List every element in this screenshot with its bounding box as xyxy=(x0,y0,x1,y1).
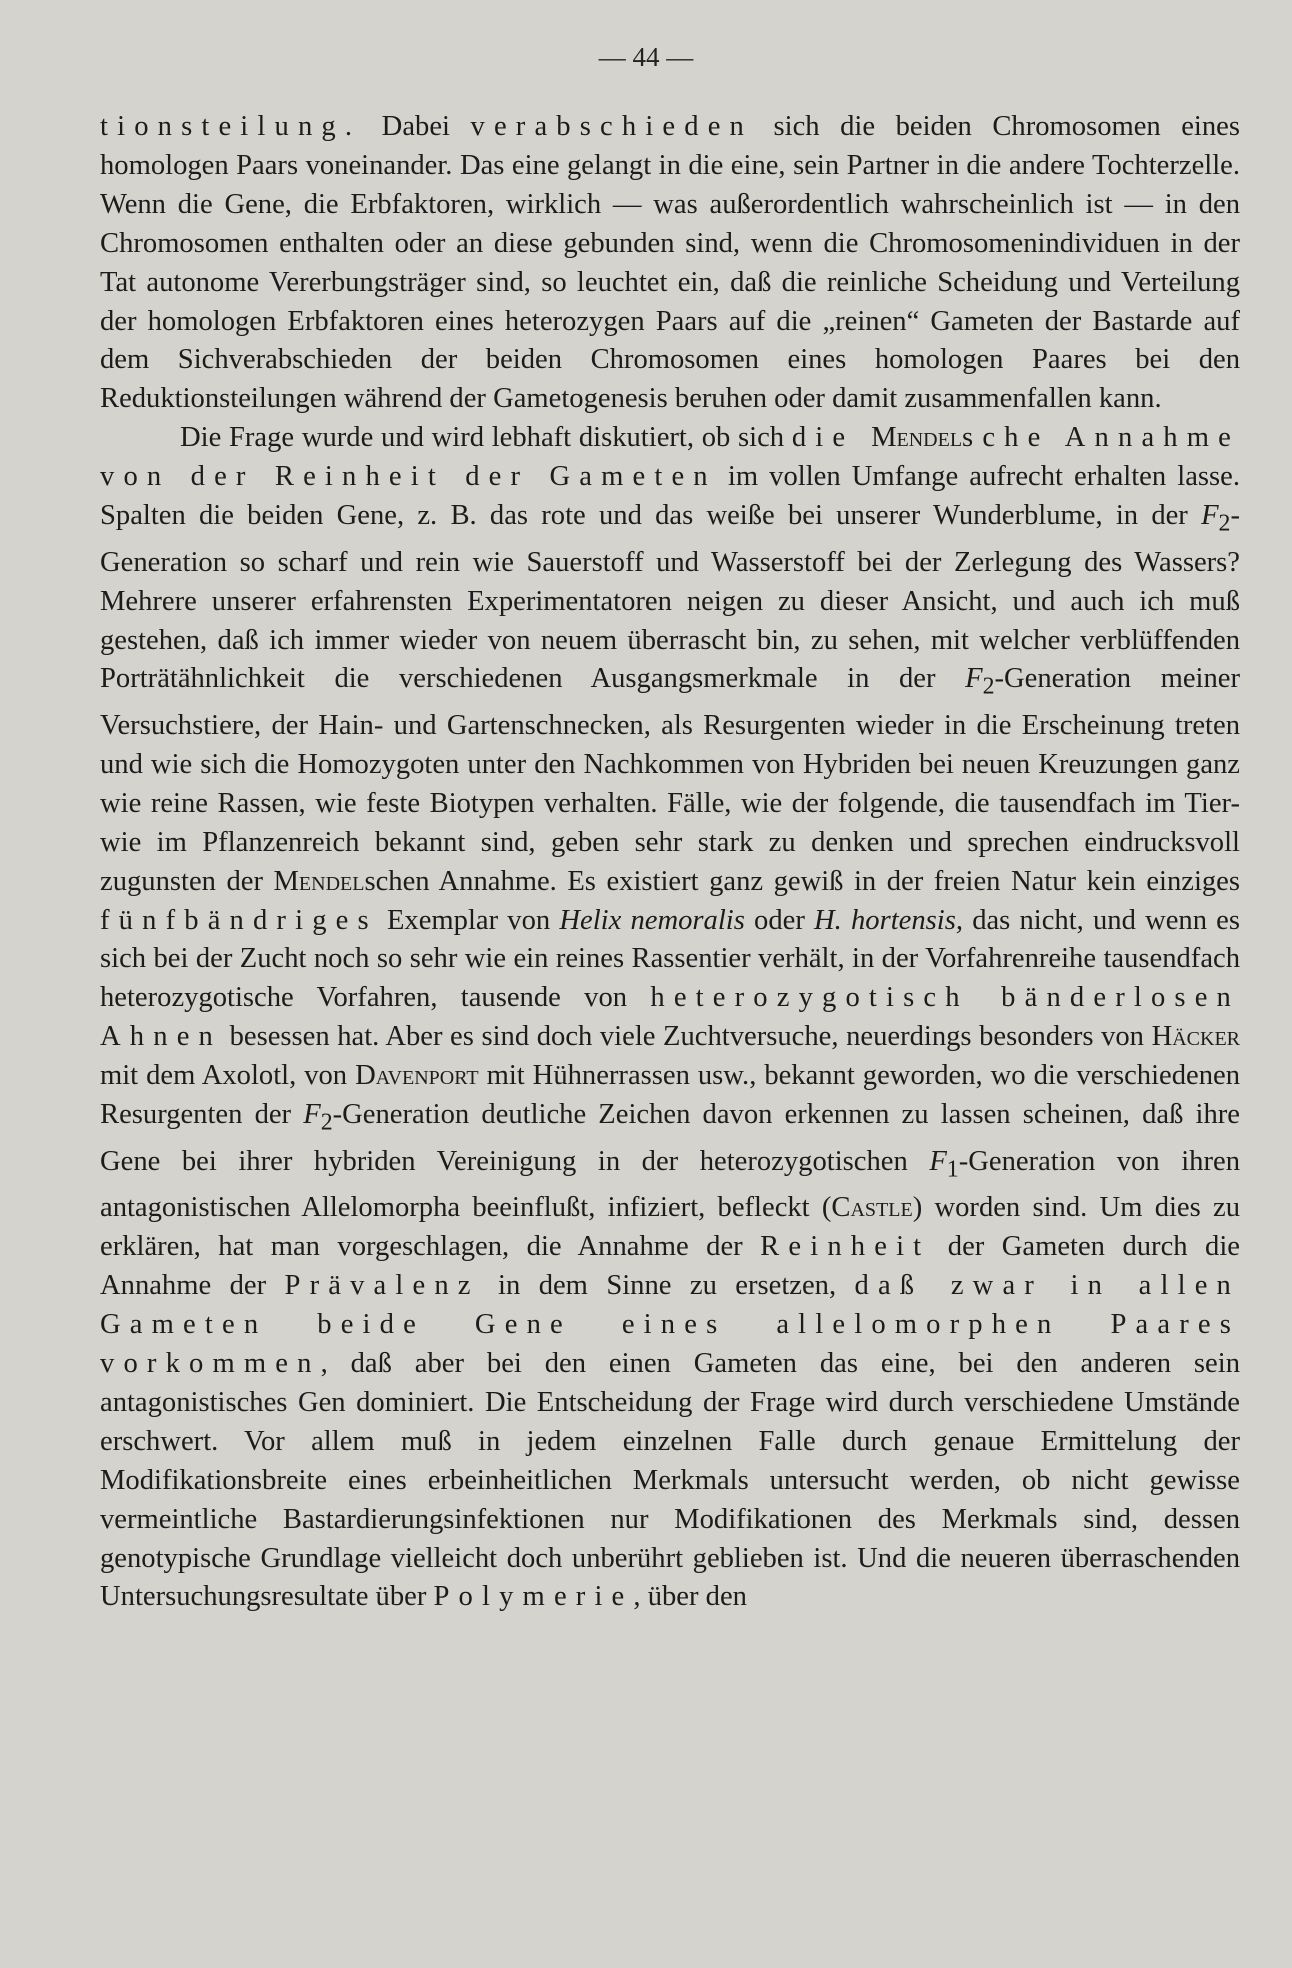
subscript: 2 xyxy=(1218,510,1231,537)
page-number: — 44 — xyxy=(598,42,694,72)
text-run: , daß aber bei den einen Gameten das eine, bei den anderen sein antagonistisches Gen dominiert. Die Entscheidung der Frage wird durch verschiedene Umstände erschwert. Vor allem muß in jedem einzelnen Falle durch genaue Ermittelung der Modifikationsbreite eines erbeinheitlichen Merkmals untersucht werden, ob nicht gewisse vermeintliche Bastardierungsinfektionen nur Modifikationen des Merkmals sind, dessen genotypische Grundlage vielleicht doch unberührt geblieben ist. Und die neueren überraschenden Untersuchungsresultate über xyxy=(100,1347,1240,1613)
spaced-emphasis: Polymerie xyxy=(433,1581,634,1613)
spaced-emphasis: verabschieden xyxy=(470,111,754,142)
text-run: , über den xyxy=(633,1581,747,1613)
spaced-emphasis: die xyxy=(791,422,872,454)
text-run: im vollen Umfange aufrecht erhalten lasse. Spalten die beiden Gene, z. B. das rote und das weiße bei unserer Wunderblume, in der xyxy=(100,461,1240,532)
text-run: oder xyxy=(744,904,815,936)
italic-term: F xyxy=(929,1145,947,1177)
text-run: mit Hühnerrassen usw., bekannt geworden, wo die verschiedenen Resurgenten der xyxy=(100,1060,1240,1131)
italic-term: F xyxy=(1201,500,1219,532)
text-run: in dem Sinne zu ersetzen, xyxy=(479,1270,855,1302)
text-run: schen Annahme. Es existiert ganz gewiß in der freien Natur kein einziges xyxy=(364,865,1241,897)
text-run: -Generation so scharf und rein wie Sauerstoff und Wasserstoff bei der Zerlegung des Wassers? Mehrere unserer erfahrensten Experimentatoren neigen zu dieser Ansicht, und auch ich muß gestehen, daß ich immer wieder von neuem überrascht bin, zu sehen, mit welcher verblüffenden Porträtähnlichkeit die verschiedenen Ausgangsmerkmale in der xyxy=(100,500,1240,695)
spaced-emphasis: daß zwar in allen Gameten beide Gene eines allelomorphen Paares vorkommen xyxy=(100,1270,1240,1379)
subscript: 2 xyxy=(982,674,995,701)
author-name: Castle xyxy=(831,1192,913,1224)
italic-term: F xyxy=(303,1099,321,1131)
text-run: besessen hat. Aber es sind doch viele Zuchtversuche, neuerdings besonders von xyxy=(222,1021,1152,1053)
text-run: ) worden sind. Um dies zu erklären, hat man vorgeschlagen, die Annahme der xyxy=(100,1192,1240,1263)
author-name: Häcker xyxy=(1151,1021,1240,1053)
text-run: mit dem Axolotl, von xyxy=(100,1060,356,1092)
spaced-emphasis: sche Annahme von der Reinheit der Gameten xyxy=(100,422,1240,493)
text-run: der Gameten durch die Annahme der xyxy=(100,1231,1240,1302)
text-run: -Generation deutliche Zeichen davon erkennen zu lassen scheinen, daß ihre Gene bei ihrer hybriden Vereinigung in der heterozygotischen xyxy=(100,1099,1240,1177)
subscript: 1 xyxy=(946,1156,959,1183)
author-name: Mendel xyxy=(273,865,365,897)
spaced-emphasis: fünfbändriges xyxy=(100,904,378,936)
text-run: Exemplar von xyxy=(377,904,560,936)
subscript: 2 xyxy=(320,1109,333,1136)
body-text xyxy=(100,108,1240,1617)
spaced-emphasis: Prävalenz xyxy=(284,1270,480,1302)
spaced-emphasis: Reinheit xyxy=(760,1231,931,1263)
paragraph-2 xyxy=(100,419,1240,1617)
text-run: -Generation meiner Versuchstiere, der Hain- und Gartenschnecken, als Resurgenten wieder in die Erscheinung treten und wie sich die Homozygoten unter den Nachkommen von Hybriden bei neuen Kreuzungen ganz wie reine Rassen, wie feste Biotypen verhalten. Fälle, wie der folgende, die tausendfach im Tier- wie im Pflanzenreich bekannt sind, geben sehr stark zu denken und sprechen eindrucksvoll zugunsten der xyxy=(100,663,1240,897)
paragraph-1 xyxy=(100,108,1240,419)
text-run: -Generation von ihren antagonistischen Allelomorpha beeinflußt, infiziert, befleckt ( xyxy=(100,1145,1240,1224)
text-run: Dabei xyxy=(361,111,471,142)
italic-term: H. hortensis, xyxy=(814,904,964,936)
author-name: Mendel xyxy=(871,422,963,454)
italic-term: F xyxy=(965,663,983,695)
text-run: das nicht, und wenn es sich bei der Zucht noch so sehr wie ein reines Rassentier verhält, in der Vorfahrenreihe tausendfach heterozygotische Vorfahren, tausende von xyxy=(100,904,1240,1014)
spaced-emphasis: tionsteilung. xyxy=(100,111,362,142)
author-name: Davenport xyxy=(355,1060,479,1092)
spaced-emphasis: heterozygotisch bänderlosen Ahnen xyxy=(100,982,1240,1053)
italic-term: Helix nemoralis xyxy=(559,904,745,936)
text-run: sich die beiden Chromosomen eines homologen Paars voneinander. Das eine gelangt in die eine, sein Partner in die andere Tochterzelle. Wenn die Gene, die Erbfaktoren, wirklich — was außerordentlich wahrscheinlich ist — in den Chromosomen enthalten oder an diese gebunden sind, wenn die Chromosomenindividuen in der Tat autonome Vererbungsträger sind, so leuchtet ein, daß die reinliche Scheidung und Verteilung der homologen Erbfaktoren eines heterozygen Paars auf die „reinen“ Gameten der Bastarde auf dem Sichverabschieden der beiden Chromosomen eines homologen Paares bei den Reduktionsteilungen während der Gametogenesis beruhen oder damit zusammenfallen kann. xyxy=(100,111,1240,415)
text-run: Die Frage wurde und wird lebhaft diskutiert, ob sich xyxy=(180,422,792,454)
